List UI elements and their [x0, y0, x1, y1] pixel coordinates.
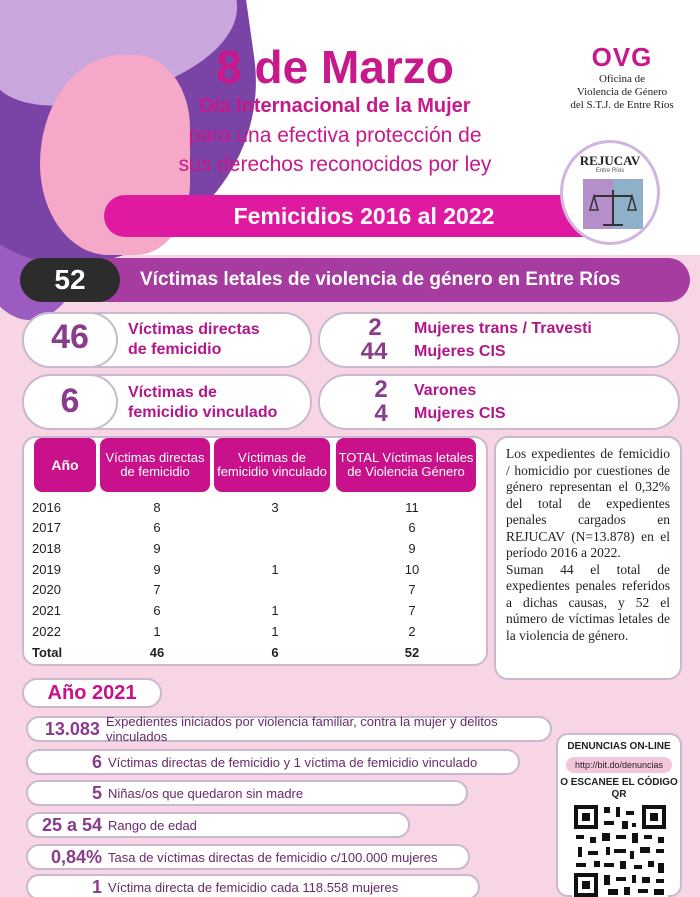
page-title: 8 de Marzo: [216, 41, 454, 93]
ovg-logo-letter-g: G: [631, 42, 653, 72]
row-year: 2020: [32, 582, 61, 597]
stat-number: 5: [91, 782, 102, 803]
stat-row: [26, 780, 468, 806]
note-paragraph-1: Los expedientes de femicidio / homicidio por cuestiones de género representan el 0,32% del total de expedientes penales cargados en REJUCAV (N=13.878) en el período 2016 a 2022.: [506, 446, 670, 560]
row-total: 7: [408, 603, 416, 618]
stat-text: Expedientes iniciados por violencia familiar, contra la mujer y delitos vinculados: [105, 714, 498, 744]
denuncias-box: [556, 733, 682, 897]
cis-linked-label: Mujeres CIS: [414, 405, 506, 422]
total-linked: 6: [271, 645, 279, 660]
total-label: Total: [32, 645, 63, 660]
stat-text: Víctimas directas de femicidio y 1 víctima de femicidio vinculado: [108, 754, 478, 770]
row-direct: 9: [153, 562, 161, 577]
scales-icon: [588, 188, 638, 228]
table-row: [32, 601, 472, 621]
row-total: 6: [408, 520, 416, 535]
row-direct: 6: [153, 603, 161, 618]
rejucav-logo: [560, 140, 660, 245]
denuncias-link[interactable]: http://bit.do/denuncias: [566, 757, 672, 773]
stat-row: [26, 716, 552, 742]
stat-number: 13.083: [44, 718, 100, 739]
row-total: 7: [408, 582, 416, 597]
stat-text: Víctima directa de femicidio cada 118.558 mujeres: [108, 879, 399, 895]
page-tagline-2: sus derechos reconocidos por ley: [178, 153, 492, 176]
row-direct: 1: [153, 624, 161, 639]
row-total: 11: [405, 500, 419, 515]
ovg-line-1: Oficina de: [598, 73, 646, 85]
table-header-year: Año: [34, 438, 96, 492]
trans-label: Mujeres trans / Travesti: [414, 320, 592, 337]
stat-row: [26, 844, 470, 870]
row-linked: 3: [271, 500, 279, 515]
info-note: [494, 436, 682, 680]
denuncias-scan-text: O ESCANEE EL CÓDIGO QR: [560, 777, 678, 800]
stat-number: 1: [91, 876, 102, 897]
banner-title: Femicidios 2016 al 2022: [104, 195, 624, 237]
row-linked: 1: [271, 562, 279, 577]
linked-victims-label-2: femicidio vinculado: [128, 404, 278, 421]
stat-row: [26, 749, 520, 775]
table-row: [32, 560, 472, 580]
rejucav-title: REJUCAV: [579, 153, 641, 168]
row-year: 2016: [32, 500, 61, 515]
total-total: 52: [404, 645, 420, 660]
table-total-row: [32, 643, 472, 663]
men-number: 2: [374, 376, 388, 403]
qr-code-icon[interactable]: [572, 803, 668, 897]
stat-number: 25 a 54: [41, 814, 102, 835]
row-total: 9: [408, 541, 416, 556]
denuncias-title: DENUNCIAS ON-LINE: [567, 741, 671, 752]
stat-number: 0,84%: [50, 846, 102, 867]
row-linked: 1: [271, 603, 279, 618]
row-linked: 1: [271, 624, 279, 639]
cis-direct-label: Mujeres CIS: [414, 343, 506, 360]
stat-text: Rango de edad: [108, 817, 197, 833]
direct-victims-label-2: de femicidio: [128, 341, 222, 358]
total-victims-bar: [20, 258, 690, 302]
table-row: [32, 498, 472, 518]
stat-row: [26, 812, 410, 838]
table-row: [32, 580, 472, 600]
total-victims-number: 52: [20, 258, 120, 302]
row-direct: 7: [153, 582, 161, 597]
ovg-logo-letters: OV: [591, 42, 632, 72]
direct-victims-label-1: Víctimas directas: [128, 321, 260, 338]
row-total: 10: [404, 562, 420, 577]
stat-text: Niñas/os que quedaron sin madre: [108, 785, 304, 801]
linked-victims-number: 6: [60, 382, 80, 420]
linked-victims-label-1: Víctimas de: [128, 384, 217, 401]
row-direct: 8: [153, 500, 161, 515]
year-2021-title: Año 2021: [22, 678, 162, 708]
trans-number: 2: [368, 314, 382, 341]
row-total: 2: [408, 624, 416, 639]
rejucav-subtitle: Entre Ríos: [595, 168, 625, 174]
direct-victims-number: 46: [51, 318, 89, 356]
ovg-line-3: del S.T.J. de Entre Ríos: [570, 99, 674, 111]
cis-linked-number: 4: [374, 400, 388, 427]
row-year: 2021: [32, 603, 61, 618]
row-year: 2018: [32, 541, 61, 556]
table-row: [32, 539, 472, 559]
total-direct: 46: [149, 645, 165, 660]
page-tagline-1: para una efectiva protección de: [188, 124, 482, 147]
table-header-linked: Víctimas de femicidio vinculado: [214, 438, 330, 492]
table-header-direct: Víctimas directas de femicidio: [100, 438, 210, 492]
ovg-logo: [552, 42, 692, 112]
row-year: 2019: [32, 562, 61, 577]
table-row: [32, 518, 472, 538]
total-victims-label: Víctimas letales de violencia de género en Entre Ríos: [140, 269, 621, 290]
stat-number: 6: [91, 751, 102, 772]
ovg-line-2: Violencia de Género: [576, 86, 668, 98]
row-direct: 9: [153, 541, 161, 556]
page-subtitle: Día Internacional de la Mujer: [199, 95, 471, 117]
cis-direct-number: 44: [360, 338, 388, 365]
stat-text: Tasa de víctimas directas de femicidio c/100.000 mujeres: [108, 849, 438, 865]
row-year: 2022: [32, 624, 61, 639]
note-paragraph-2: Suman 44 el total de expedientes penales referidos a dichas causas, y 52 el número de víctimas letales de la violencia de género.: [506, 561, 670, 643]
row-direct: 6: [153, 520, 161, 535]
row-year: 2017: [32, 520, 61, 535]
table-row: [32, 622, 472, 642]
men-label: Varones: [414, 382, 477, 399]
table-header-total: TOTAL Víctimas letales de Violencia Género: [336, 438, 476, 492]
stat-row: [26, 874, 480, 897]
